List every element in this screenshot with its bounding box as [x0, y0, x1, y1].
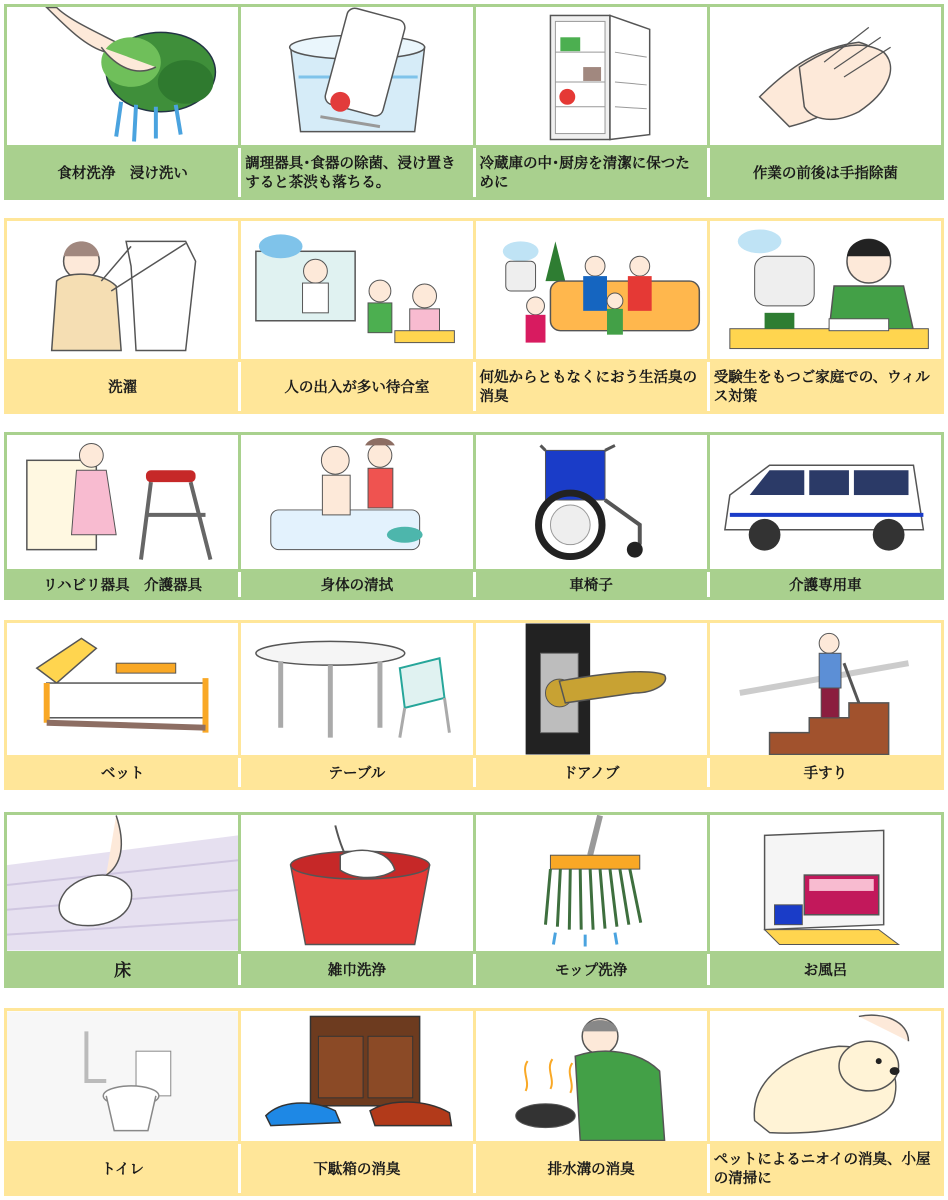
row-home: [4, 218, 944, 414]
label-care-vehicle: 介護専用車: [710, 572, 941, 600]
wheelchair-icon: [476, 435, 710, 569]
row-cleaning: [4, 812, 944, 988]
label-rag-washing: 雑巾洗浄: [241, 954, 472, 988]
label-laundry: 洗濯: [7, 362, 238, 414]
table-icon: [241, 623, 475, 755]
drain-odor-icon: [476, 1011, 710, 1141]
family-living-room-icon: [476, 221, 710, 359]
student-studying-icon: [710, 221, 941, 359]
label-shoe-cabinet: 下駄箱の消臭: [241, 1144, 472, 1196]
handrail-icon: [710, 623, 941, 755]
label-living-odor: 何処からともなくにおう生活臭の消臭: [476, 362, 707, 414]
body-wiping-icon: [241, 435, 475, 569]
vegetable-washing-icon: [7, 7, 241, 145]
hand-sanitizing-icon: [710, 7, 941, 145]
door-knob-icon: [476, 623, 710, 755]
label-rehabilitation: リハビリ器具 介護器具: [7, 572, 238, 600]
utensil-soaking-icon: [241, 7, 475, 145]
bathroom-icon: [710, 815, 941, 951]
label-wheelchair: 車椅子: [476, 572, 707, 600]
refrigerator-icon: [476, 7, 710, 145]
mop-icon: [476, 815, 710, 951]
row-care: [4, 432, 944, 600]
label-floor: 床: [7, 954, 238, 988]
label-mop-washing: モップ洗浄: [476, 954, 707, 988]
label-utensil-soaking: 調理器具･食器の除菌、浸け置きすると茶渋も落ちる。: [241, 148, 472, 200]
label-body-wiping: 身体の清拭: [241, 572, 472, 600]
row-kitchen: [4, 4, 944, 200]
label-drain-odor: 排水溝の消臭: [476, 1144, 707, 1196]
shoe-cabinet-icon: [241, 1011, 475, 1141]
floor-wiping-icon: [7, 815, 241, 951]
label-hand-sanitizing: 作業の前後は手指除菌: [710, 148, 941, 200]
label-pet-odor: ペットによるニオイの消臭、小屋の清掃に: [710, 1144, 941, 1196]
label-bath: お風呂: [710, 954, 941, 988]
laundry-icon: [7, 221, 241, 359]
pet-dog-icon: [710, 1011, 941, 1141]
label-toilet: トイレ: [7, 1144, 238, 1196]
label-handrail: 手すり: [710, 758, 941, 790]
label-student-virus: 受験生をもつご家庭での、ウィルス対策: [710, 362, 941, 414]
waiting-room-icon: [241, 221, 475, 359]
row-furniture: [4, 620, 944, 790]
rag-bucket-icon: [241, 815, 475, 951]
care-vehicle-icon: [710, 435, 941, 569]
label-bed: ベット: [7, 758, 238, 790]
label-door-knob: ドアノブ: [476, 758, 707, 790]
label-vegetable-washing: 食材洗浄 浸け洗い: [7, 148, 238, 200]
care-bed-icon: [7, 623, 241, 755]
label-waiting-room: 人の出入が多い待合室: [241, 362, 472, 414]
toilet-icon: [7, 1011, 241, 1141]
rehabilitation-equipment-icon: [7, 435, 241, 569]
label-refrigerator: 冷蔵庫の中･厨房を清潔に保つために: [476, 148, 707, 200]
label-table: テーブル: [241, 758, 472, 790]
row-odor: [4, 1008, 944, 1196]
